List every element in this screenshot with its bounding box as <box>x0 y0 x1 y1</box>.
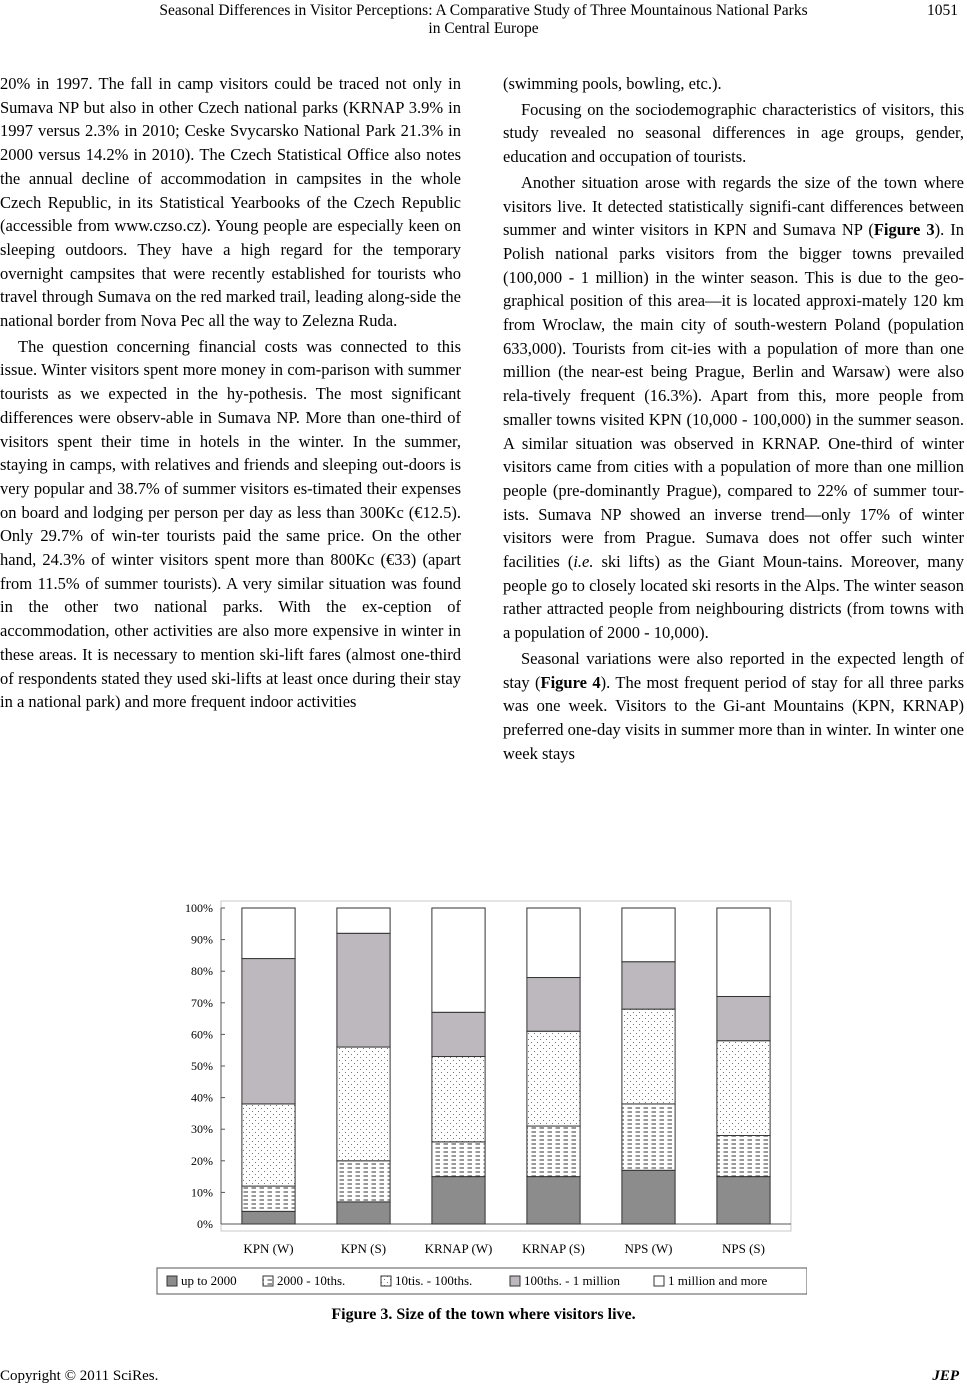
journal-abbreviation: JEP <box>932 1368 959 1384</box>
x-category-label: KPN (S) <box>340 1241 387 1256</box>
legend-swatch-1-million-and-more <box>654 1276 664 1286</box>
right-paragraph-4-text-a: Seasonal variations were also reported in the expected length of stay ( <box>503 648 964 692</box>
bar-segment-100ths-1-million <box>242 959 295 1104</box>
legend-label: up to 2000 <box>181 1273 237 1288</box>
stacked-bar-chart <box>155 894 807 1296</box>
x-category-label: NPS (W) <box>624 1241 673 1256</box>
figure-4-reference[interactable]: Figure 4 <box>540 672 601 692</box>
bar-segment-up-to-2000 <box>527 1177 580 1224</box>
bar-segment-2000-10ths <box>337 1161 390 1202</box>
bar-segment-10tis-100ths <box>432 1057 485 1142</box>
right-column <box>503 72 964 765</box>
bar-segment-10tis-100ths <box>717 1041 770 1136</box>
y-tick-label: 10% <box>191 1185 213 1200</box>
running-title-line-1: Seasonal Differences in Visitor Perceptions: A Comparative Study of Three Mountainous National Parks <box>159 2 808 19</box>
figure-3-reference[interactable]: Figure 3 <box>873 220 935 240</box>
left-paragraph-2: The question concerning financial costs was connected to this issue. Winter visitors spent more money in com-parison with summer tourists as we expected in the hy-pothesis. The most significant differences were observ-able in Sumava NP. More than one-third of visitors spent their time in hotels in the winter. In the summer, staying in camps, with relatives and friends and sleeping out-doors is very popular and 38.7% of summer visitors es-timated their expenses on board and lodging per person per day as less than 300Kc (€12.5). Only 29.7% of win-ter tourists paid the same price. On the other hand, 24.3% of winter visitors spent more than 800Kc (€33) (apart from 11.5% of summer tourists). A very similar situation was found in the other two national parks. With the ex-ception of accommodation, other activities are also more expensive in winter in these areas. It is necessary to mention ski-lift fares (almost one-third of respondents stated they used ski-lifts at least once during their stay in a national park) and more frequent indoor activities <box>0 336 461 712</box>
running-title-line-2: in Central Europe <box>428 20 539 37</box>
legend-swatch-100ths-1-million <box>510 1276 520 1286</box>
x-category-label: KRNAP (W) <box>424 1241 493 1256</box>
right-paragraph-2: Focusing on the sociodemographic characteristics of visitors, this study revealed no seasonal differences in age groups, gender, education and occupation of tourists. <box>503 99 964 167</box>
y-tick-label: 20% <box>191 1153 213 1168</box>
bar-segment-2000-10ths <box>622 1104 675 1170</box>
bar-segment-100ths-1-million <box>432 1012 485 1056</box>
bar-segment-2000-10ths <box>432 1142 485 1177</box>
bar-segment-10tis-100ths <box>622 1009 675 1104</box>
bar-segment-up-to-2000 <box>717 1177 770 1224</box>
y-tick-label: 80% <box>191 964 213 979</box>
y-tick-label: 100% <box>185 901 213 915</box>
bar-segment-1-million-and-more <box>527 908 580 978</box>
bar-segment-up-to-2000 <box>622 1170 675 1224</box>
left-paragraph-1: 20% in 1997. The fall in camp visitors could be traced not only in Sumava NP but also in other Czech national parks (KRNAP 3.9% in 1997 versus 2.3% in 2010; Ceske Svycarsko National Park 21.3% in 2000 versus 14.2% in 2010). The Czech Statistical Office also notes the annual decline of accommodation in campsites in the whole Czech Republic, in its Statistical Yearbooks of the Czech Republic (accessible from www.czso.cz). Young people are especially keen on sleeping outdoors. They have a high regard for the temporary overnight campsites that were recently established for tourists who travel through Sumava on the red marked trail, leading along-side the national border from Nova Pec all the way to Zelezna Ruda. <box>0 74 461 331</box>
figure-caption: Figure 3. Size of the town where visitors live. <box>331 1306 636 1323</box>
bar-segment-2000-10ths <box>242 1186 295 1211</box>
right-paragraph-4-text-b: ). The most frequent period of stay for all three parks was one week. Visitors to the Gi-ant Mountains (KPN, KRNAP) preferred one-day visits in summer more than in winter. In winter one week stays <box>503 672 964 763</box>
y-tick-label: 50% <box>191 1059 213 1073</box>
figure-3 <box>155 894 807 1296</box>
legend-label: 2000 - 10ths. <box>277 1273 346 1288</box>
bar-segment-2000-10ths <box>527 1126 580 1177</box>
bar-segment-100ths-1-million <box>622 962 675 1009</box>
running-title <box>0 2 967 38</box>
plot-frame <box>221 901 791 1231</box>
right-paragraph-3-text-c: ski lifts) as the Giant Moun-tains. Moreover, many people go to closely located ski resorts in the Alps. The winter season rather attracted people from neighbouring districts (from towns with a population of 2000 - 10,000). <box>503 552 964 643</box>
right-paragraph-4 <box>503 647 964 766</box>
legend-label: 1 million and more <box>668 1273 768 1288</box>
y-tick-label: 90% <box>191 932 213 947</box>
bar-segment-100ths-1-million <box>337 933 390 1047</box>
left-column <box>0 72 461 714</box>
x-category-label: KPN (W) <box>243 1241 294 1256</box>
right-paragraph-3-text-b: ). In Polish national parks visitors from the bigger towns prevailed (100,000 - 1 million) in the winter season. This is due to the geo-graphical position of this area—it is located approxi-mately 120 km from Wroclaw, the main city of south-western Poland (population 633,000). Tourists from cit-ies with a population of more than one million (the near-est being Prague, Berlin and Warsaw) were also rela-tively frequent (16.3%). Apart from this, more people from smaller towns visited KPN (10,000 - 100,000) in the summer season. A similar situation was observed in KRNAP. One-third of winter visitors came from cities with a population of more than one million people (pre-dominantly Prague), compared to 22% of summer tour-ists. Sumava NP showed an inverse trend—only 17% of winter visitors were from Prague. Sumava does not offer such winter facilities ( <box>503 220 964 572</box>
bar-segment-1-million-and-more <box>432 908 485 1012</box>
bar-segment-up-to-2000 <box>432 1177 485 1224</box>
ie-abbreviation: i.e. <box>573 552 594 572</box>
y-tick-label: 60% <box>191 1027 213 1042</box>
y-tick-label: 0% <box>197 1217 213 1231</box>
bar-segment-1-million-and-more <box>622 908 675 962</box>
x-category-label: NPS (S) <box>722 1241 765 1256</box>
bar-segment-10tis-100ths <box>337 1047 390 1161</box>
bar-segment-100ths-1-million <box>527 978 580 1032</box>
y-tick-label: 40% <box>191 1090 213 1105</box>
legend-label: 100ths. - 1 million <box>524 1273 621 1288</box>
page-header <box>0 0 967 46</box>
bar-segment-1-million-and-more <box>717 908 770 996</box>
right-paragraph-1: (swimming pools, bowling, etc.). <box>503 74 722 93</box>
x-category-label: KRNAP (S) <box>522 1241 585 1256</box>
page-number: 1051 <box>927 2 958 19</box>
legend-swatch-2000-10ths <box>263 1276 273 1286</box>
bar-segment-100ths-1-million <box>717 996 770 1040</box>
legend-swatch-10tis-100ths <box>381 1276 391 1286</box>
right-paragraph-3 <box>503 171 964 645</box>
legend-swatch-up-to-2000 <box>167 1276 177 1286</box>
bar-segment-1-million-and-more <box>337 908 390 933</box>
bar-segment-up-to-2000 <box>242 1211 295 1224</box>
right-paragraph-3-text-a: Another situation arose with regards the size of the town where visitors live. It detected statistically signifi-cant differences between summer and winter visitors in KPN and Sumava NP ( <box>503 172 964 240</box>
bar-segment-1-million-and-more <box>242 908 295 959</box>
bar-segment-2000-10ths <box>717 1136 770 1177</box>
y-tick-label: 70% <box>191 995 213 1010</box>
legend-label: 10tis. - 100ths. <box>395 1273 473 1288</box>
bar-segment-up-to-2000 <box>337 1202 390 1224</box>
y-tick-label: 30% <box>191 1122 213 1137</box>
bar-segment-10tis-100ths <box>527 1031 580 1126</box>
copyright-notice: Copyright © 2011 SciRes. <box>0 1368 159 1384</box>
bar-segment-10tis-100ths <box>242 1104 295 1186</box>
